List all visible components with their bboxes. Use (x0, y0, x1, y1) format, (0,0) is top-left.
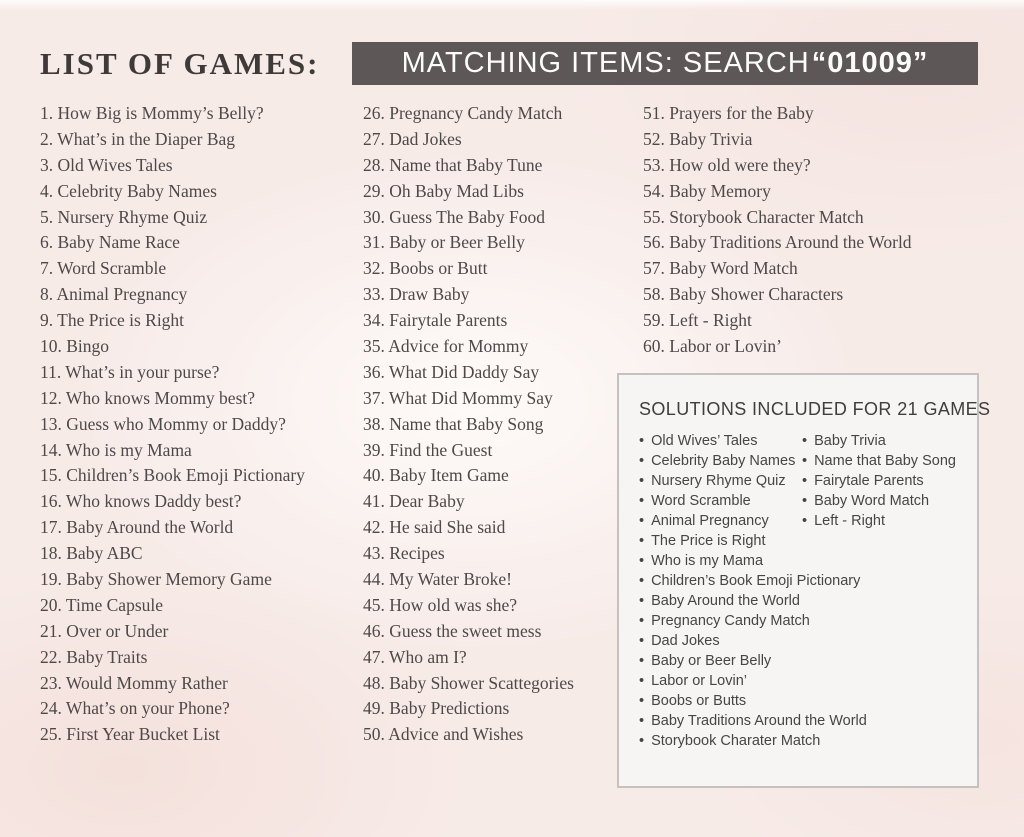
games-column-2 (363, 101, 574, 748)
game-item: 37. What Did Mommy Say (363, 387, 553, 408)
game-item: 57. Baby Word Match (643, 258, 798, 279)
game-item: 11. What’s in your purse? (40, 361, 220, 382)
game-item: 58. Baby Shower Characters (643, 284, 844, 305)
game-item: 31. Baby or Beer Belly (363, 232, 525, 253)
game-item: 25. First Year Bucket List (40, 724, 220, 745)
game-item: 16. Who knows Daddy best? (40, 491, 242, 512)
solution-item: • Pregnancy Candy Match (639, 611, 867, 631)
solution-item: • Animal Pregnancy (639, 511, 867, 531)
list-of-games-title: LIST OF GAMES: (40, 46, 320, 81)
solution-item: • Children’s Book Emoji Pictionary (639, 571, 867, 591)
game-item: 42. He said She said (363, 517, 506, 538)
game-item: 47. Who am I? (363, 646, 467, 667)
solution-item: • Name that Baby Song (802, 451, 956, 471)
solution-item: • Nursery Rhyme Quiz (639, 471, 867, 491)
solution-item: • Left - Right (802, 511, 956, 531)
game-item: 27. Dad Jokes (363, 128, 462, 149)
solution-item: • Baby Trivia (802, 431, 956, 451)
solution-item: • Fairytale Parents (802, 471, 956, 491)
game-item: 18. Baby ABC (40, 543, 143, 564)
game-item: 19. Baby Shower Memory Game (40, 569, 272, 590)
game-item: 44. My Water Broke! (363, 569, 512, 590)
game-item: 54. Baby Memory (643, 180, 771, 201)
game-item: 55. Storybook Character Match (643, 206, 864, 227)
game-item: 20. Time Capsule (40, 594, 164, 615)
game-item: 1. How Big is Mommy’s Belly? (40, 103, 264, 123)
game-item: 33. Draw Baby (363, 284, 470, 305)
game-item: 45. How old was she? (363, 594, 518, 615)
game-item: 35. Advice for Mommy (363, 336, 529, 357)
games-column-1 (40, 101, 305, 748)
game-item: 26. Pregnancy Candy Match (363, 103, 563, 123)
game-item: 6. Baby Name Race (40, 232, 180, 253)
solution-item: • Who is my Mama (639, 551, 867, 571)
game-item: 17. Baby Around the World (40, 517, 234, 538)
game-item: 21. Over or Under (40, 620, 169, 641)
game-item: 40. Baby Item Game (363, 465, 509, 486)
game-item: 32. Boobs or Butt (363, 258, 488, 279)
game-item: 43. Recipes (363, 543, 445, 564)
matching-items-banner (352, 42, 978, 85)
solution-item: • The Price is Right (639, 531, 867, 551)
game-item: 8. Animal Pregnancy (40, 284, 188, 305)
game-item: 53. How old were they? (643, 154, 811, 175)
solution-item: • Baby Traditions Around the World (639, 711, 867, 731)
game-item: 41. Dear Baby (363, 491, 465, 512)
game-item: 60. Labor or Lovin’ (643, 336, 782, 357)
banner-search-code: “01009” (811, 47, 929, 79)
solution-item: • Word Scramble (639, 491, 867, 511)
game-item: 29. Oh Baby Mad Libs (363, 180, 524, 201)
solutions-box (617, 373, 991, 788)
game-item: 22. Baby Traits (40, 646, 148, 667)
game-item: 50. Advice and Wishes (363, 724, 524, 745)
solution-item: • Baby Around the World (639, 591, 867, 611)
game-item: 5. Nursery Rhyme Quiz (40, 206, 208, 227)
game-item: 38. Name that Baby Song (363, 413, 544, 434)
game-item: 24. What’s on your Phone? (40, 698, 230, 719)
solution-item: • Old Wives’ Tales (639, 431, 867, 451)
game-item: 48. Baby Shower Scattegories (363, 672, 574, 693)
game-item: 3. Old Wives Tales (40, 154, 173, 175)
game-item: 30. Guess The Baby Food (363, 206, 545, 227)
solutions-title: SOLUTIONS INCLUDED FOR 21 GAMES (639, 399, 991, 419)
game-item: 4. Celebrity Baby Names (40, 180, 217, 201)
game-item: 46. Guess the sweet mess (363, 620, 542, 641)
game-item: 59. Left - Right (643, 310, 752, 331)
game-item: 56. Baby Traditions Around the World (643, 232, 912, 253)
game-item: 52. Baby Trivia (643, 128, 753, 149)
solution-item: • Baby Word Match (802, 491, 956, 511)
solution-item: • Celebrity Baby Names (639, 451, 867, 471)
solutions-column-2 (802, 431, 956, 531)
game-item: 36. What Did Daddy Say (363, 361, 540, 382)
game-item: 15. Children’s Book Emoji Pictionary (40, 465, 305, 486)
game-item: 23. Would Mommy Rather (40, 672, 228, 693)
game-item: 9. The Price is Right (40, 310, 185, 331)
solution-item: • Dad Jokes (639, 631, 867, 651)
game-item: 49. Baby Predictions (363, 698, 510, 719)
game-item: 39. Find the Guest (363, 439, 493, 460)
solution-item: • Storybook Charater Match (639, 731, 867, 751)
game-item: 51. Prayers for the Baby (643, 103, 814, 123)
game-item: 34. Fairytale Parents (363, 310, 508, 331)
solution-item: • Boobs or Butts (639, 691, 867, 711)
game-item: 13. Guess who Mommy or Daddy? (40, 413, 286, 434)
games-column-3 (643, 101, 912, 360)
game-item: 7. Word Scramble (40, 258, 167, 279)
game-item: 10. Bingo (40, 336, 110, 357)
solution-item: • Baby or Beer Belly (639, 651, 867, 671)
game-item: 12. Who knows Mommy best? (40, 387, 256, 408)
game-item: 2. What’s in the Diaper Bag (40, 128, 236, 149)
game-item: 28. Name that Baby Tune (363, 154, 543, 175)
banner-prefix-text: MATCHING ITEMS: SEARCH (401, 47, 810, 79)
solution-item: • Labor or Lovin’ (639, 671, 867, 691)
game-item: 14. Who is my Mama (40, 439, 192, 460)
